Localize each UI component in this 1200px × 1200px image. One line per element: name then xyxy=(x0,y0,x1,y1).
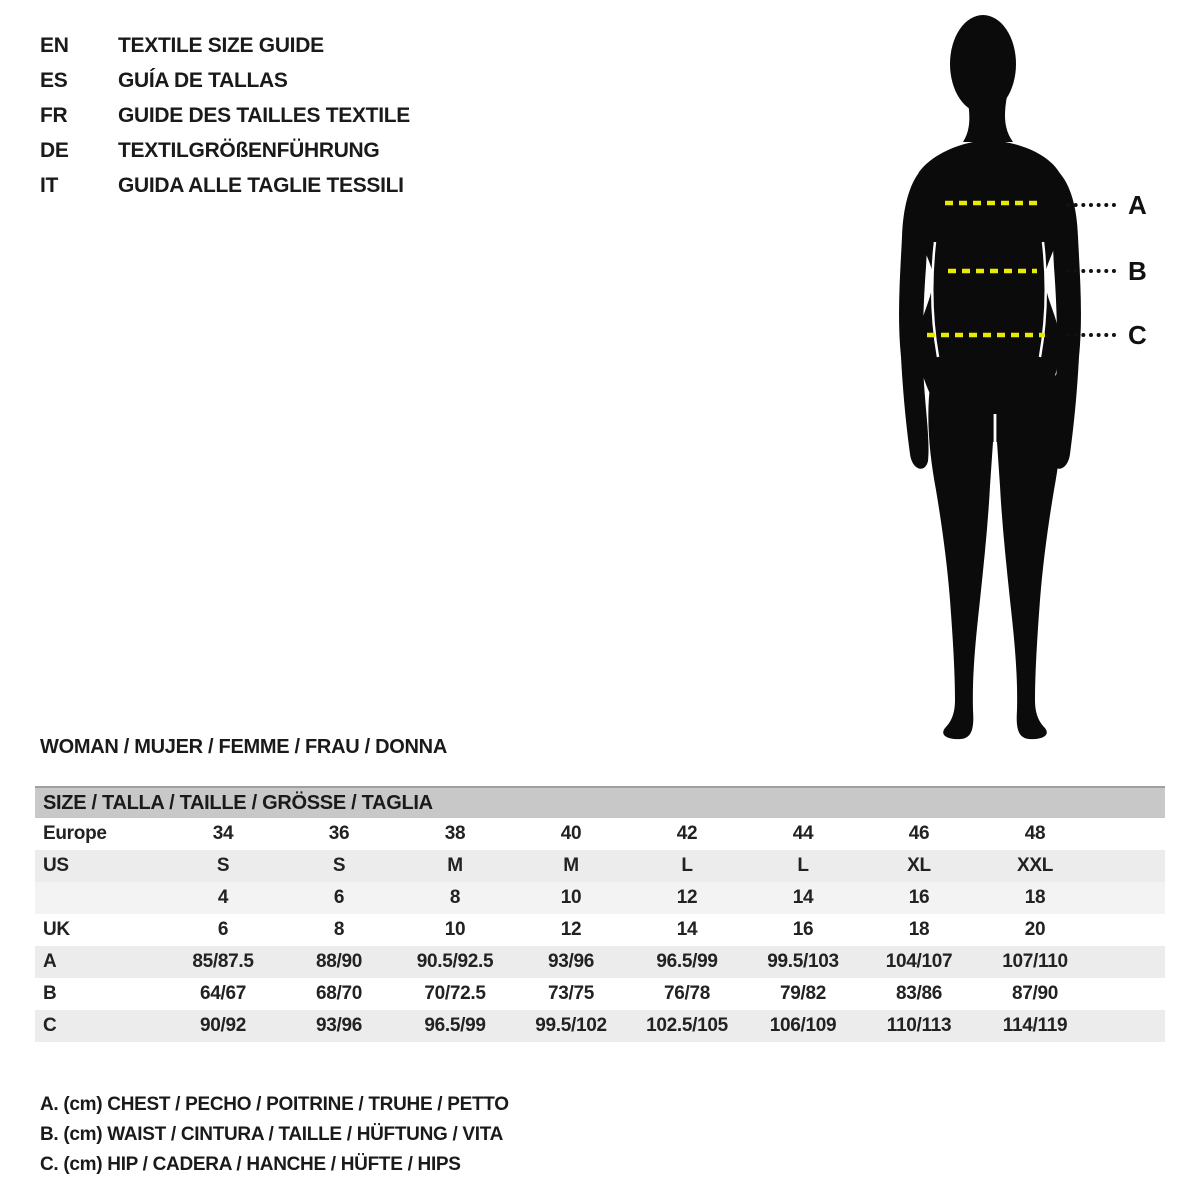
cell: 14 xyxy=(676,919,698,940)
cell: 64/67 xyxy=(199,983,247,1004)
cell: 104/107 xyxy=(885,951,953,972)
row-label: US xyxy=(43,855,69,876)
cell: 107/110 xyxy=(1002,951,1068,972)
cell: L xyxy=(797,855,809,876)
cell: 8 xyxy=(333,919,345,940)
cell: 88/90 xyxy=(315,951,363,972)
section-title-woman: WOMAN / MUJER / FEMME / FRAU / DONNA xyxy=(40,736,447,758)
cell: 20 xyxy=(1024,919,1046,940)
cell: 68/70 xyxy=(315,983,363,1004)
language-title: GUÍA DE TALLAS xyxy=(118,69,288,92)
cell: XXL xyxy=(1016,855,1054,876)
cell: 46 xyxy=(908,823,930,844)
cell: 83/86 xyxy=(895,983,943,1004)
cell: L xyxy=(681,855,693,876)
cell: 40 xyxy=(560,823,582,844)
row-label: UK xyxy=(43,919,70,940)
hip-leader-dots xyxy=(1066,333,1116,337)
row-label: Europe xyxy=(43,823,107,844)
cell: M xyxy=(447,855,463,876)
cell: 99.5/102 xyxy=(535,1015,607,1036)
language-code: EN xyxy=(40,34,69,57)
spacer-cell xyxy=(1093,978,1165,1010)
language-code: ES xyxy=(40,69,68,92)
measure-label-c: C xyxy=(1128,320,1147,350)
cell: 87/90 xyxy=(1011,983,1059,1004)
waist-leader-dots xyxy=(1066,269,1116,273)
row-label: C xyxy=(43,1015,57,1036)
language-row-fr xyxy=(40,98,410,133)
cell: 85/87.5 xyxy=(192,951,254,972)
language-title: GUIDE DES TAILLES TEXTILE xyxy=(118,104,410,127)
table-row-us-letters xyxy=(35,850,1165,882)
cell: 4 xyxy=(217,887,229,908)
cell: 8 xyxy=(449,887,461,908)
leg-gap xyxy=(994,414,997,680)
cell: 10 xyxy=(444,919,466,940)
cell: 12 xyxy=(560,919,582,940)
cell: 36 xyxy=(328,823,350,844)
cell: 16 xyxy=(908,887,930,908)
cell: 114/119 xyxy=(1002,1015,1068,1036)
cell: 73/75 xyxy=(547,983,595,1004)
cell: 14 xyxy=(792,887,814,908)
cell: 90.5/92.5 xyxy=(416,951,494,972)
cell: 10 xyxy=(560,887,582,908)
spacer-cell xyxy=(1093,882,1165,914)
cell: 70/72.5 xyxy=(424,983,486,1004)
size-table-header: SIZE / TALLA / TAILLE / GRÖSSE / TAGLIA xyxy=(35,786,1165,818)
language-title: TEXTILE SIZE GUIDE xyxy=(118,34,324,57)
cell: 96.5/99 xyxy=(656,951,718,972)
language-title-list xyxy=(40,28,410,203)
language-code: IT xyxy=(40,174,59,197)
size-table xyxy=(35,786,1165,1042)
language-title: TEXTILGRÖßENFÜHRUNG xyxy=(118,139,380,162)
cell: 6 xyxy=(217,919,229,940)
legend-waist: B. (cm) WAIST / CINTURA / TAILLE / HÜFTUNG / VITA xyxy=(40,1124,504,1145)
measure-label-a: A xyxy=(1128,190,1147,220)
cell: 18 xyxy=(1024,887,1046,908)
cell: 48 xyxy=(1024,823,1046,844)
spacer-cell xyxy=(1093,850,1165,882)
cell: 93/96 xyxy=(315,1015,363,1036)
row-label xyxy=(35,882,165,914)
language-code: FR xyxy=(40,104,68,127)
spacer-cell xyxy=(1093,818,1165,850)
legend-hip: C. (cm) HIP / CADERA / HANCHE / HÜFTE / HIPS xyxy=(40,1154,461,1175)
measurement-legend xyxy=(40,1090,509,1180)
row-label: A xyxy=(43,951,57,972)
cell: S xyxy=(216,855,230,876)
measure-label-b: B xyxy=(1128,256,1147,286)
chest-leader-dots xyxy=(1066,203,1116,207)
cell: 16 xyxy=(792,919,814,940)
language-row-it xyxy=(40,168,410,203)
cell: 38 xyxy=(444,823,466,844)
cell: 96.5/99 xyxy=(424,1015,486,1036)
woman-silhouette-icon xyxy=(895,12,1095,742)
cell: 90/92 xyxy=(199,1015,247,1036)
language-row-es xyxy=(40,63,410,98)
cell: 12 xyxy=(676,887,698,908)
cell: 6 xyxy=(333,887,345,908)
language-row-en xyxy=(40,28,410,63)
legend-chest: A. (cm) CHEST / PECHO / POITRINE / TRUHE / PETTO xyxy=(40,1094,509,1115)
table-row-hip-c xyxy=(35,1010,1165,1042)
cell: 106/109 xyxy=(769,1015,837,1036)
cell: 34 xyxy=(212,823,234,844)
cell: S xyxy=(332,855,346,876)
spacer-cell xyxy=(1093,946,1165,978)
row-label: B xyxy=(43,983,57,1004)
cell: 110/113 xyxy=(886,1015,952,1036)
cell: 102.5/105 xyxy=(646,1015,728,1036)
spacer-cell xyxy=(1093,1010,1165,1042)
language-title: GUIDA ALLE TAGLIE TESSILI xyxy=(118,174,404,197)
spacer-cell xyxy=(1093,914,1165,946)
table-row-waist-b xyxy=(35,978,1165,1010)
cell: 79/82 xyxy=(779,983,827,1004)
cell: 93/96 xyxy=(547,951,595,972)
table-row-us-numbers xyxy=(35,882,1165,914)
cell: 18 xyxy=(908,919,930,940)
language-code: DE xyxy=(40,139,69,162)
language-row-de xyxy=(40,133,410,168)
cell: XL xyxy=(907,855,931,876)
table-row-chest-a xyxy=(35,946,1165,978)
cell: 42 xyxy=(676,823,698,844)
cell: 99.5/103 xyxy=(767,951,839,972)
cell: M xyxy=(563,855,579,876)
table-row-uk xyxy=(35,914,1165,946)
cell: 44 xyxy=(792,823,814,844)
cell: 76/78 xyxy=(663,983,711,1004)
table-row-europe xyxy=(35,818,1165,850)
